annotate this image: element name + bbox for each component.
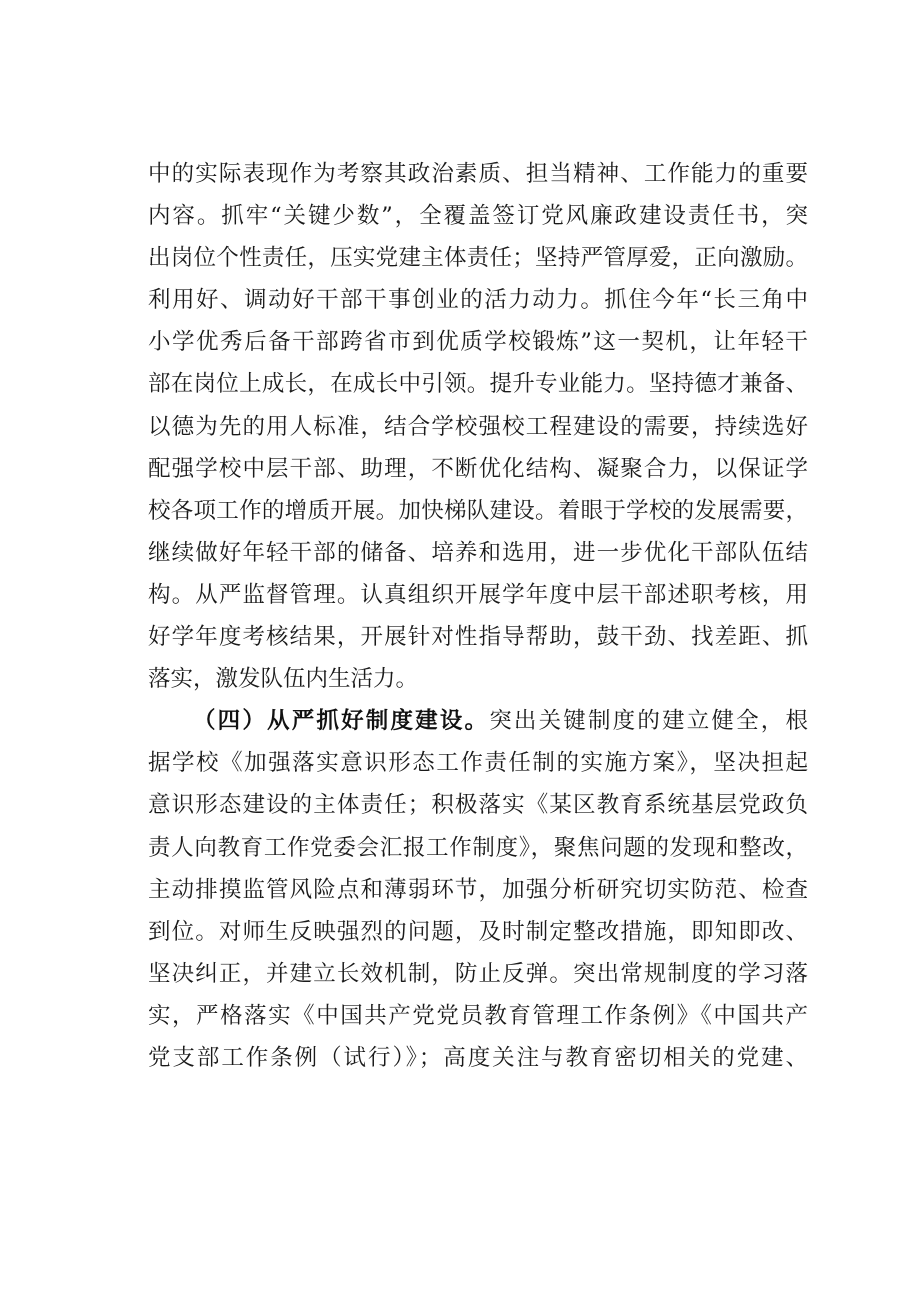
text-line: 以德为先的用人标准，结合学校强校工程建设的需要，持续选好 [148,413,808,440]
text-line: 坚决纠正，并建立长效机制，防止反弹。突出常规制度的学习落 [148,960,808,987]
text-line: 党支部工作条例（试行）》；高度关注与教育密切相关的党建、 [148,1044,808,1071]
text-line: 落实，激发队伍内生活力。 [148,666,419,693]
document-body [148,153,808,1079]
text-line: 责人向教育工作党委会汇报工作制度》，聚焦问题的发现和整改， [148,834,808,861]
text-line: 小学优秀后备干部跨省市到优质学校锻炼”这一契机，让年轻干 [148,329,808,356]
text-line: 据学校《加强落实意识形态工作责任制的实施方案》，坚决担起 [148,750,808,777]
text-line: 内容。抓牢“关键少数”，全覆盖签订党风廉政建设责任书，突 [148,203,808,230]
text-line: 继续做好年轻干部的储备、培养和选用，进一步优化干部队伍结 [148,539,808,566]
text-line: 意识形态建设的主体责任；积极落实《某区教育系统基层党政负 [148,792,808,819]
text-line: 校各项工作的增质开展。加快梯队建设。着眼于学校的发展需要， [148,497,808,524]
text-line: 构。从严监督管理。认真组织开展学年度中层干部述职考核，用 [148,581,808,608]
text-line: 出岗位个性责任，压实党建主体责任；坚持严管厚爱，正向激励。 [148,245,808,272]
paragraph-system-building [148,700,808,1079]
text-line: 利用好、调动好干部干事创业的活力动力。抓住今年“长三角中 [148,287,808,314]
text-line: 配强学校中层干部、助理，不断优化结构、凝聚合力，以保证学 [148,455,808,482]
text-line: 中的实际表现作为考察其政治素质、担当精神、工作能力的重要 [148,161,808,187]
text-line: 实，严格落实《中国共产党党员教育管理工作条例》《中国共产 [148,1002,808,1029]
text-line: 主动排摸监管风险点和薄弱环节，加强分析研究切实防范、检查 [148,876,808,903]
section-heading: （四）从严抓好制度建设。 [193,708,490,735]
section-first-line [148,700,808,742]
paragraph-cadre-management [148,153,808,700]
text-line: 部在岗位上成长，在成长中引领。提升专业能力。坚持德才兼备、 [148,371,808,398]
text-line: 到位。对师生反映强烈的问题，及时制定整改措施，即知即改、 [148,918,808,945]
text-line: 好学年度考核结果，开展针对性指导帮助，鼓干劲、找差距、抓 [148,624,808,651]
section-first-line-text: 突出关键制度的建立健全，根 [489,708,808,735]
